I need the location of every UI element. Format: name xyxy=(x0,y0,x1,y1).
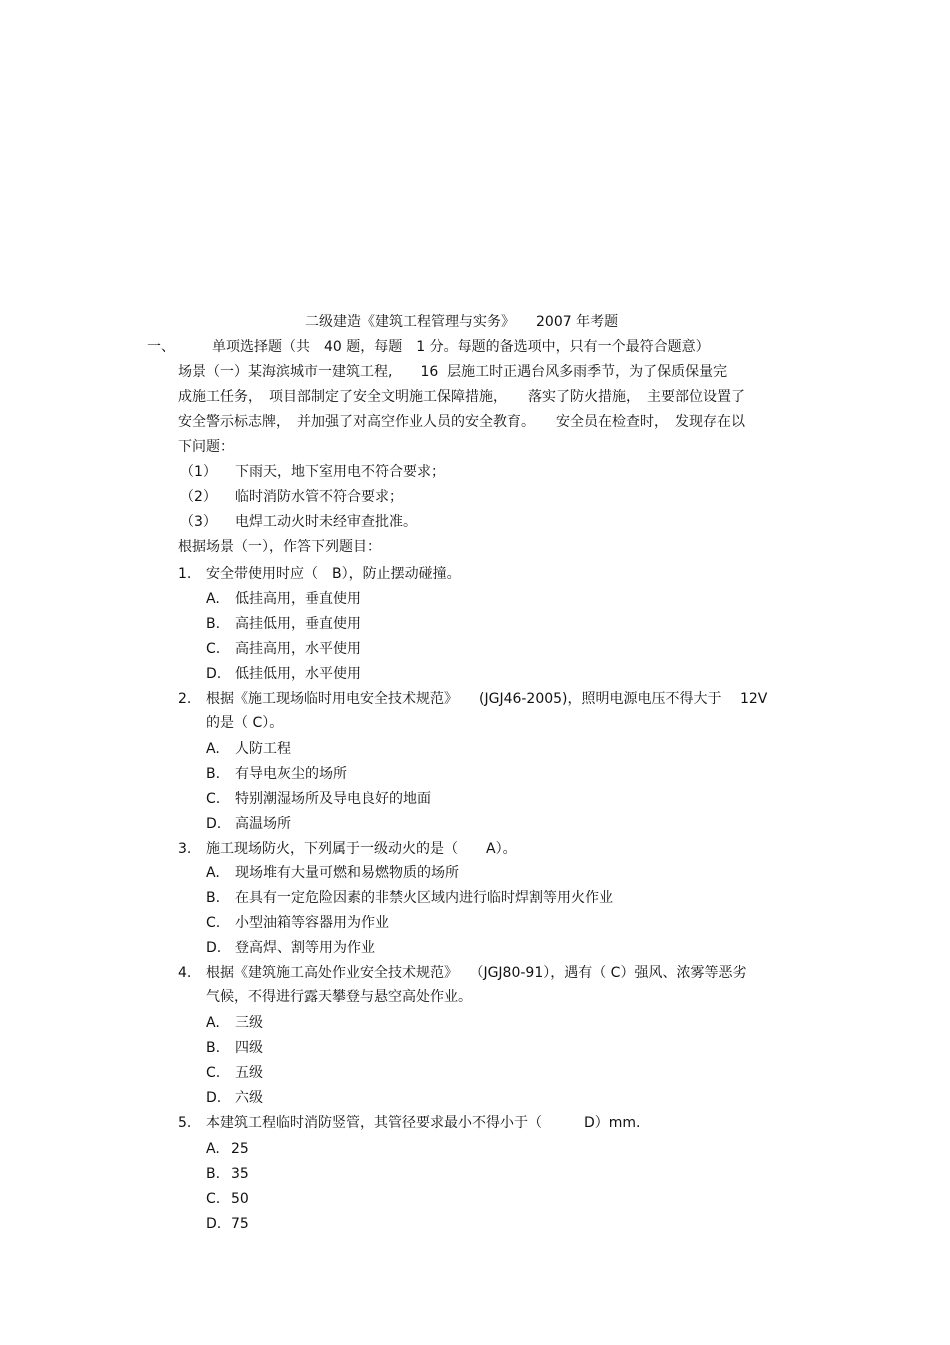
option-text: 四级 xyxy=(235,1040,263,1056)
option-letter: C. xyxy=(206,641,221,657)
scenario-line: 场景（一）某海滨城市一建筑工程, 16 层施工时正遇台风多雨季节，为了保质保量完 xyxy=(178,364,728,380)
issue-text: 下雨天，地下室用电不符合要求； xyxy=(235,464,445,480)
option-letter: D. xyxy=(206,1090,222,1106)
question-text: 本建筑工程临时消防竖管，其管径要求最小不得小于（ D）mm. xyxy=(206,1115,641,1131)
option-text: 25 xyxy=(231,1141,249,1157)
question-text: 安全带使用时应（ B），防止摆动碰撞。 xyxy=(206,566,461,582)
option-text: 高挂低用，垂直使用 xyxy=(235,616,361,632)
option-text: 在具有一定危险因素的非禁火区域内进行临时焊割等用火作业 xyxy=(235,890,613,906)
option-text: 低挂低用，水平使用 xyxy=(235,666,361,682)
option-letter: D. xyxy=(206,940,222,956)
option-text: 低挂高用，垂直使用 xyxy=(235,591,361,607)
option-text: 有导电灰尘的场所 xyxy=(235,766,347,782)
option-letter: B. xyxy=(206,1166,221,1182)
issue-number: （3） xyxy=(180,514,217,530)
option-letter: A. xyxy=(206,865,220,881)
option-text: 高温场所 xyxy=(235,816,291,832)
question-text: 施工现场防火，下列属于一级动火的是（ A）。 xyxy=(206,841,517,857)
option-text: 75 xyxy=(231,1216,249,1232)
question-text: 气候，不得进行露天攀登与悬空高处作业。 xyxy=(206,989,472,1005)
option-letter: A. xyxy=(206,591,220,607)
option-letter: A. xyxy=(206,741,220,757)
option-text: 六级 xyxy=(235,1090,263,1106)
question-text: 根据《建筑施工高处作业安全技术规范》 （JGJ80-91），遇有（ C）强风、浓雾等恶劣 xyxy=(206,965,747,981)
option-letter: A. xyxy=(206,1141,220,1157)
option-letter: C. xyxy=(206,791,221,807)
scenario-line: 下问题： xyxy=(178,439,234,455)
option-text: 登高焊、割等用为作业 xyxy=(235,940,375,956)
option-letter: B. xyxy=(206,890,221,906)
section-heading: 单项选择题（共 40 题，每题 1 分。每题的备选项中，只有一个最符合题意） xyxy=(212,339,710,355)
option-letter: B. xyxy=(206,616,221,632)
option-text: 现场堆有大量可燃和易燃物质的场所 xyxy=(235,865,459,881)
option-text: 小型油箱等容器用为作业 xyxy=(235,915,389,931)
option-text: 35 xyxy=(231,1166,249,1182)
option-text: 50 xyxy=(231,1191,249,1207)
option-letter: B. xyxy=(206,1040,221,1056)
option-text: 三级 xyxy=(235,1015,263,1031)
question-text: 根据《施工现场临时用电安全技术规范》 (JGJ46-2005)，照明电源电压不得大于 12V xyxy=(206,691,768,707)
page-title: 二级建造《建筑工程管理与实务》 2007 年考题 xyxy=(305,314,619,330)
scenario-line: 成施工任务， 项目部制定了安全文明施工保障措施， 落实了防火措施， 主要部位设置了 xyxy=(178,389,745,405)
option-text: 人防工程 xyxy=(235,741,291,757)
question-text: 的是（ C）。 xyxy=(206,715,284,731)
option-text: 特别潮湿场所及导电良好的地面 xyxy=(235,791,431,807)
option-letter: D. xyxy=(206,816,222,832)
instruction: 根据场景（一），作答下列题目： xyxy=(178,539,381,555)
question-number: 4. xyxy=(178,965,192,981)
issue-text: 临时消防水管不符合要求； xyxy=(235,489,403,505)
section-number: 一、 xyxy=(147,339,175,355)
option-letter: D. xyxy=(206,666,222,682)
question-number: 1. xyxy=(178,566,192,582)
issue-number: （2） xyxy=(180,489,217,505)
option-letter: A. xyxy=(206,1015,220,1031)
question-number: 5. xyxy=(178,1115,192,1131)
option-text: 高挂高用，水平使用 xyxy=(235,641,361,657)
option-letter: D. xyxy=(206,1216,222,1232)
option-letter: C. xyxy=(206,1065,221,1081)
question-number: 3. xyxy=(178,841,192,857)
scenario-line: 安全警示标志牌， 并加强了对高空作业人员的安全教育。 安全员在检查时， 发现存在以 xyxy=(178,414,745,430)
option-text: 五级 xyxy=(235,1065,263,1081)
issue-number: （1） xyxy=(180,464,217,480)
option-letter: C. xyxy=(206,915,221,931)
question-number: 2. xyxy=(178,691,192,707)
option-letter: C. xyxy=(206,1191,221,1207)
issue-text: 电焊工动火时未经审查批准。 xyxy=(235,514,417,530)
option-letter: B. xyxy=(206,766,221,782)
